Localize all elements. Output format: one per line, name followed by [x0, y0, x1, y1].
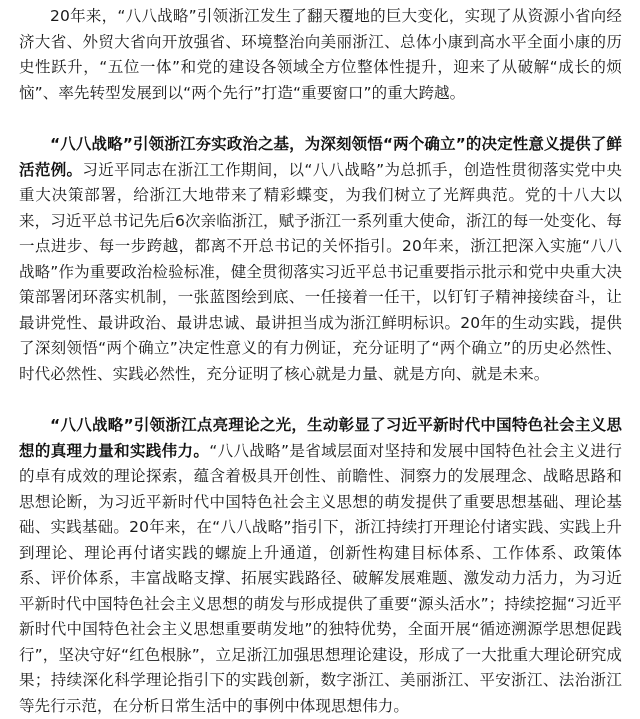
article-paragraph-politics [19, 132, 622, 387]
paragraph-body: “八八战略”是省域层面对坚持和发展中国特色社会主义进行的卓有成效的理论探索，蕴含着极具开创性、前瞻性、洞察力的发展理念、战略思路和思想论断，为习近平新时代中国特色社会主义思想的萌发提供了重要思想基础、理论基础、实践基础。20年来，在“八八战略”指引下，浙江持续打开理论付诸实践、实践上升到理论、理论再付诸实践的螺旋上升通道，创新性构建目标体系、工作体系、政策体系、评价体系，丰富战略支撑、拓展实践路径、破解发展难题、激发动力活力，为习近平新时代中国特色社会主义思想的萌发与形成提供了重要“源头活水”；持续挖掘“习近平新时代中国特色社会主义思想重要萌发地”的独特优势，全面开展“循迹溯源学思想促践行”，坚决守好“红色根脉”，立足浙江加强思想理论建设，形成了一大批重大理论研究成果；持续深化科学理论指引下的实践创新，数字浙江、美丽浙江、平安浙江、法治浙江等先行示范，在分析日常生活中的事例中体现思想伟力。 [19, 441, 623, 715]
paragraph-body: 习近平同志在浙江工作期间，以“八八战略”为总抓手，创造性贯彻落实党中央重大决策部署，给浙江大地带来了精彩蝶变，为我们树立了光辉典范。党的十八大以来，习近平总书记先后6次亲临浙江，赋予浙江一系列重大使命，浙江的每一处变化、每一点进步、每一步跨越，都离不开总书记的关怀指引。20年来，浙江把深入实施“八八战略”作为重要政治检验标准，健全贯彻落实习近平总书记重要指示批示和党中央重大决策部署闭环落实机制，一张蓝图绘到底、一任接着一任干，以钉钉子精神接续奋斗，让最讲党性、最讲政治、最讲忠诚、最讲担当成为浙江鲜明标识。20年的生动实践，提供了深刻领悟“两个确立”决定性意义的有力例证，充分证明了“两个确立”的历史必然性、时代必然性、实践必然性，充分证明了核心就是力量、就是方向、就是未来。 [19, 160, 622, 383]
paragraph-body: 20年来，“八八战略”引领浙江发生了翻天覆地的巨大变化，实现了从资源小省向经济大省、外贸大省向开放强省、环境整治向美丽浙江、总体小康到高水平全面小康的历史性跃升，“五位一体”和党的建设各领域全方位整体性提升，迎来了从破解“成长的烦恼”、率先转型发展到以“两个先行”打造“重要窗口”的重大跨越。 [19, 7, 622, 102]
article-paragraph-intro [19, 4, 622, 106]
article-paragraph-theory [19, 413, 622, 719]
paragraph-lead: “八八战略”引领浙江点亮理论之光，生动彰显了习近平新时代中国特色社会主义思想的真理力量和实践伟力。 [19, 416, 622, 460]
paragraph-lead: “八八战略”引领浙江夯实政治之基，为深刻领悟“两个确立”的决定性意义提供了鲜活范例。 [19, 135, 622, 179]
